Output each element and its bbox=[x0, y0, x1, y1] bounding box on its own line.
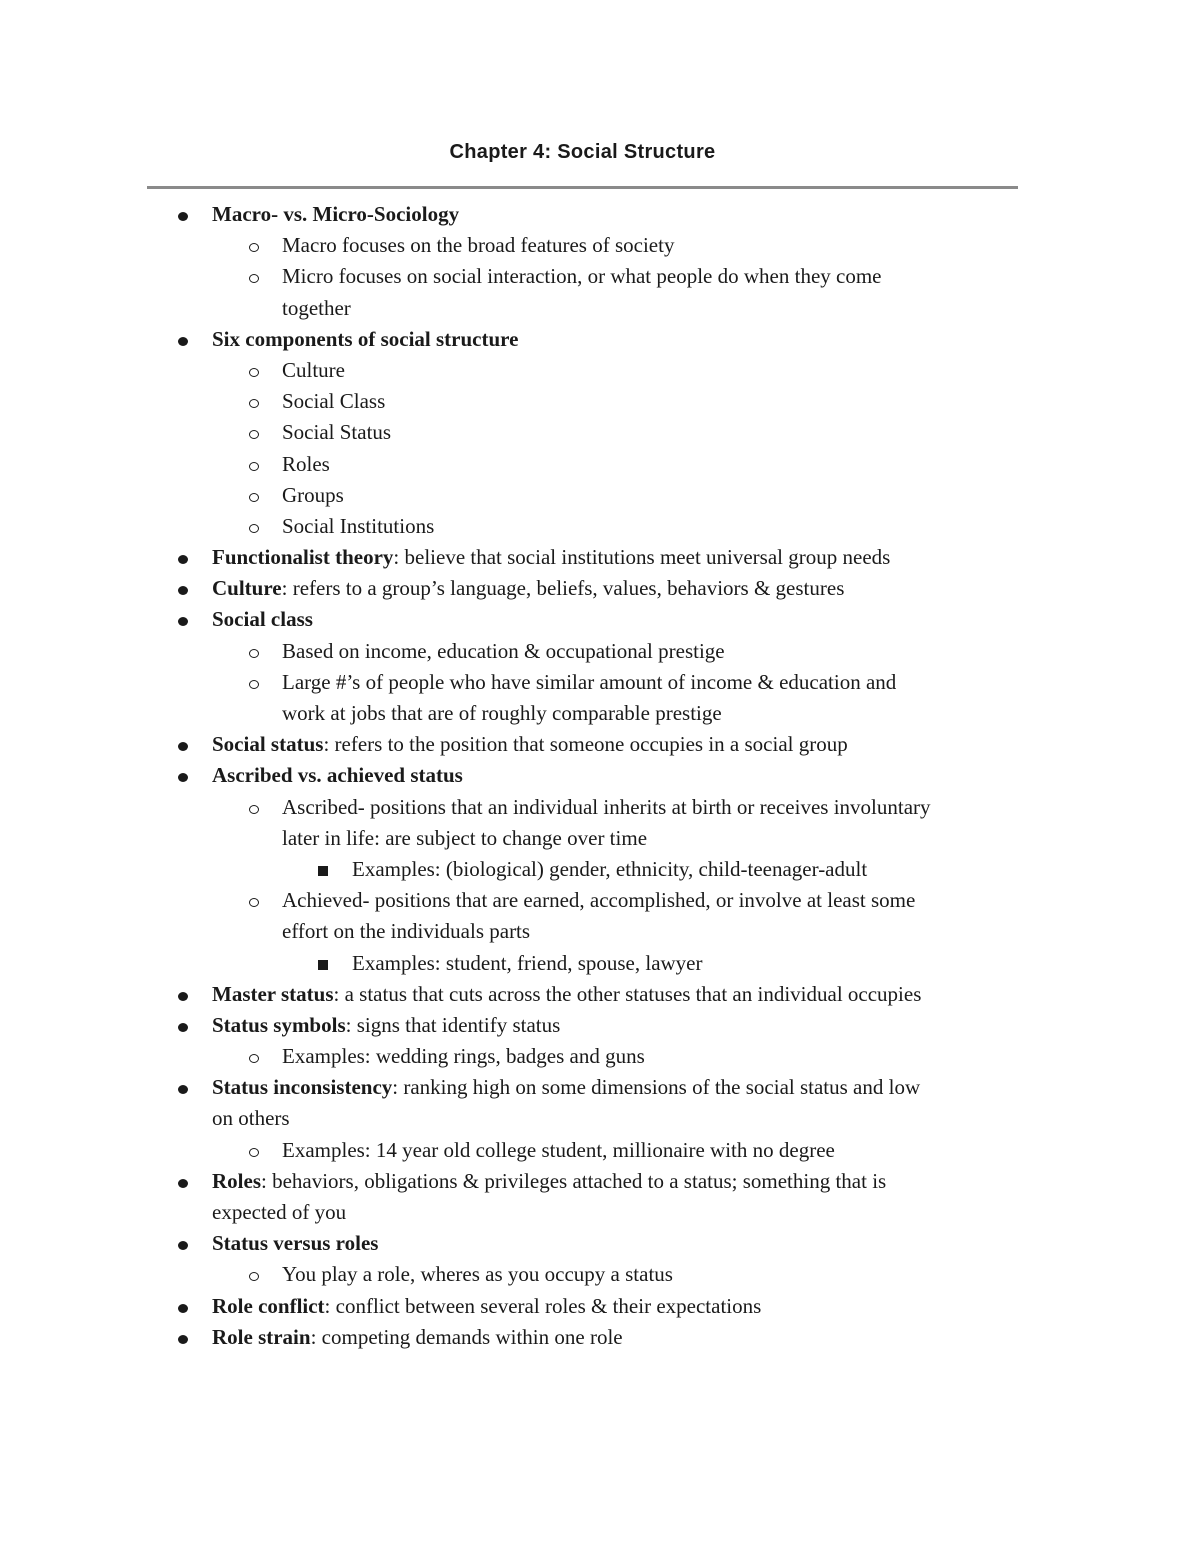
hollow-circle-bullet-icon bbox=[249, 493, 259, 502]
filled-circle-bullet-icon bbox=[178, 773, 188, 782]
hollow-circle-bullet-icon bbox=[249, 898, 259, 907]
list-item-text bbox=[212, 979, 921, 1010]
definition-text: Groups bbox=[282, 482, 344, 507]
list-item-text bbox=[212, 573, 844, 604]
list-item-text bbox=[282, 792, 931, 823]
key-term: Role strain bbox=[212, 1324, 311, 1349]
sub-list-item bbox=[0, 916, 1200, 947]
list-item bbox=[0, 604, 1200, 635]
list-item bbox=[0, 1166, 1200, 1197]
key-term: Roles bbox=[212, 1168, 261, 1193]
list-item-text bbox=[282, 480, 344, 511]
definition-text: Examples: (biological) gender, ethnicity, child-teenager-adult bbox=[352, 856, 868, 881]
list-item-text bbox=[282, 667, 896, 698]
list-item-text bbox=[212, 1010, 560, 1041]
filled-circle-bullet-icon bbox=[178, 212, 188, 221]
list-item bbox=[0, 1010, 1200, 1041]
hollow-circle-bullet-icon bbox=[249, 1272, 259, 1281]
definition-text: Examples: wedding rings, badges and guns bbox=[282, 1044, 645, 1069]
filled-circle-bullet-icon bbox=[178, 1304, 188, 1313]
list-item-text bbox=[212, 760, 463, 791]
sub-sub-list-item bbox=[0, 948, 1200, 979]
filled-circle-bullet-icon bbox=[178, 1179, 188, 1188]
hollow-circle-bullet-icon bbox=[249, 368, 259, 377]
definition-text: expected of you bbox=[212, 1200, 347, 1224]
key-term: Master status bbox=[212, 981, 334, 1006]
key-term: Social status bbox=[212, 732, 324, 757]
definition-text: : refers to a group’s language, beliefs, values, behaviors & gestures bbox=[281, 576, 845, 601]
list-item bbox=[0, 324, 1200, 355]
list-item-text bbox=[212, 542, 890, 573]
hollow-circle-bullet-icon bbox=[249, 243, 259, 252]
list-item bbox=[0, 542, 1200, 573]
hollow-circle-bullet-icon bbox=[249, 274, 259, 283]
sub-list-item bbox=[0, 667, 1200, 698]
list-item-text bbox=[212, 729, 848, 760]
list-item bbox=[0, 979, 1200, 1010]
hollow-circle-bullet-icon bbox=[249, 680, 259, 689]
hollow-circle-bullet-icon bbox=[249, 430, 259, 439]
sub-list-item bbox=[0, 230, 1200, 261]
key-term: Functionalist theory bbox=[212, 545, 394, 570]
list-item-text bbox=[282, 1259, 673, 1290]
hollow-circle-bullet-icon bbox=[249, 524, 259, 533]
list-item-text bbox=[212, 1103, 290, 1134]
sub-list-item bbox=[0, 636, 1200, 667]
list-item-text bbox=[212, 1166, 886, 1197]
sub-sub-list-item bbox=[0, 854, 1200, 885]
definition-text: Examples: 14 year old college student, millionaire with no degree bbox=[282, 1137, 835, 1162]
key-term: Status inconsistency bbox=[212, 1075, 393, 1100]
list-item-text bbox=[282, 698, 722, 729]
definition-text: You play a role, wheres as you occupy a status bbox=[282, 1262, 673, 1287]
definition-text: Social Status bbox=[282, 420, 392, 445]
list-item-text bbox=[282, 355, 345, 386]
sub-list-item bbox=[0, 698, 1200, 729]
list-item bbox=[0, 1103, 1200, 1134]
definition-text: later in life: are subject to change over time bbox=[282, 825, 648, 850]
list-item-text bbox=[282, 885, 915, 916]
definition-text: Based on income, education & occupational prestige bbox=[282, 638, 725, 663]
sub-list-item bbox=[0, 1135, 1200, 1166]
sub-list-item bbox=[0, 355, 1200, 386]
definition-text: Achieved- positions that are earned, accomplished, or involve at least some bbox=[282, 888, 916, 913]
key-term: Macro- vs. Micro-Sociology bbox=[212, 202, 460, 226]
definition-text: : conflict between several roles & their expectations bbox=[324, 1293, 762, 1318]
list-item bbox=[0, 760, 1200, 791]
list-item-text bbox=[212, 1228, 378, 1259]
hollow-circle-bullet-icon bbox=[249, 1054, 259, 1063]
definition-text: Culture bbox=[282, 357, 345, 382]
definition-text: : behaviors, obligations & privileges attached to a status; something that is bbox=[261, 1168, 887, 1193]
definition-text: Roles bbox=[282, 451, 330, 476]
sub-list-item bbox=[0, 417, 1200, 448]
list-item-text bbox=[282, 293, 351, 324]
definition-text: Macro focuses on the broad features of society bbox=[282, 233, 675, 258]
filled-circle-bullet-icon bbox=[178, 1023, 188, 1032]
definition-text: : refers to the position that someone occupies in a social group bbox=[323, 732, 848, 757]
key-term: Status symbols bbox=[212, 1012, 346, 1037]
hollow-circle-bullet-icon bbox=[249, 462, 259, 471]
definition-text: : a status that cuts across the other statuses that an individual occupies bbox=[333, 981, 922, 1006]
definition-text: : believe that social institutions meet universal group needs bbox=[393, 545, 891, 570]
filled-circle-bullet-icon bbox=[178, 1085, 188, 1094]
list-item-text bbox=[282, 916, 530, 947]
list-item bbox=[0, 1291, 1200, 1322]
key-term: Ascribed vs. achieved status bbox=[212, 763, 463, 788]
title-divider bbox=[147, 186, 1018, 189]
filled-circle-bullet-icon bbox=[178, 992, 188, 1001]
filled-circle-bullet-icon bbox=[178, 555, 188, 564]
key-term: Social class bbox=[212, 607, 313, 632]
square-bullet-icon bbox=[318, 866, 328, 876]
sub-list-item bbox=[0, 511, 1200, 542]
list-item-text bbox=[282, 230, 674, 261]
list-item-text bbox=[212, 199, 459, 230]
sub-list-item bbox=[0, 261, 1200, 292]
key-term: Six components of social structure bbox=[212, 326, 519, 351]
list-item-text bbox=[282, 1041, 645, 1072]
list-item-text bbox=[282, 636, 725, 667]
notes-list bbox=[0, 199, 1200, 1353]
list-item-text bbox=[212, 324, 518, 355]
sub-list-item bbox=[0, 1041, 1200, 1072]
list-item-text bbox=[212, 1197, 346, 1228]
list-item bbox=[0, 199, 1200, 230]
list-item-text bbox=[282, 417, 391, 448]
definition-text: Ascribed- positions that an individual inherits at birth or receives involuntary bbox=[282, 794, 931, 819]
list-item-text bbox=[212, 1291, 761, 1322]
hollow-circle-bullet-icon bbox=[249, 805, 259, 814]
list-item-text bbox=[212, 604, 313, 635]
definition-text: Micro focuses on social interaction, or what people do when they come bbox=[282, 264, 882, 289]
square-bullet-icon bbox=[318, 960, 328, 970]
key-term: Status versus roles bbox=[212, 1231, 379, 1256]
sub-list-item bbox=[0, 386, 1200, 417]
definition-text: effort on the individuals parts bbox=[282, 919, 531, 944]
list-item-text bbox=[212, 1072, 920, 1103]
sub-list-item bbox=[0, 1259, 1200, 1290]
list-item-text bbox=[352, 854, 867, 885]
definition-text: Social Institutions bbox=[282, 513, 435, 538]
list-item bbox=[0, 1197, 1200, 1228]
sub-list-item bbox=[0, 792, 1200, 823]
list-item-text bbox=[282, 823, 647, 854]
hollow-circle-bullet-icon bbox=[249, 649, 259, 658]
key-term: Culture bbox=[212, 576, 282, 601]
definition-text: : competing demands within one role bbox=[310, 1324, 623, 1349]
sub-list-item bbox=[0, 449, 1200, 480]
list-item-text bbox=[212, 1322, 623, 1353]
list-item-text bbox=[282, 386, 385, 417]
hollow-circle-bullet-icon bbox=[249, 399, 259, 408]
page-title: Chapter 4: Social Structure bbox=[449, 141, 716, 163]
sub-list-item bbox=[0, 480, 1200, 511]
filled-circle-bullet-icon bbox=[178, 586, 188, 595]
list-item bbox=[0, 1228, 1200, 1259]
sub-list-item bbox=[0, 823, 1200, 854]
definition-text: Social Class bbox=[282, 389, 386, 414]
key-term: Role conflict bbox=[212, 1293, 325, 1318]
sub-list-item bbox=[0, 885, 1200, 916]
list-item bbox=[0, 1072, 1200, 1103]
list-item-text bbox=[282, 449, 330, 480]
filled-circle-bullet-icon bbox=[178, 742, 188, 751]
definition-text: together bbox=[282, 295, 351, 320]
definition-text: : signs that identify status bbox=[345, 1012, 561, 1037]
list-item bbox=[0, 729, 1200, 760]
definition-text: : ranking high on some dimensions of the social status and low bbox=[392, 1075, 921, 1100]
filled-circle-bullet-icon bbox=[178, 1241, 188, 1250]
filled-circle-bullet-icon bbox=[178, 337, 188, 346]
list-item bbox=[0, 573, 1200, 604]
list-item-text bbox=[282, 261, 881, 292]
list-item-text bbox=[282, 511, 434, 542]
filled-circle-bullet-icon bbox=[178, 1335, 188, 1344]
filled-circle-bullet-icon bbox=[178, 617, 188, 626]
definition-text: work at jobs that are of roughly comparable prestige bbox=[282, 701, 722, 725]
definition-text: Examples: student, friend, spouse, lawyer bbox=[352, 950, 703, 975]
list-item bbox=[0, 1322, 1200, 1353]
list-item-text bbox=[282, 1135, 835, 1166]
sub-list-item bbox=[0, 293, 1200, 324]
definition-text: on others bbox=[212, 1106, 290, 1131]
list-item-text bbox=[352, 948, 703, 979]
definition-text: Large #’s of people who have similar amount of income & education and bbox=[282, 669, 897, 694]
hollow-circle-bullet-icon bbox=[249, 1148, 259, 1157]
